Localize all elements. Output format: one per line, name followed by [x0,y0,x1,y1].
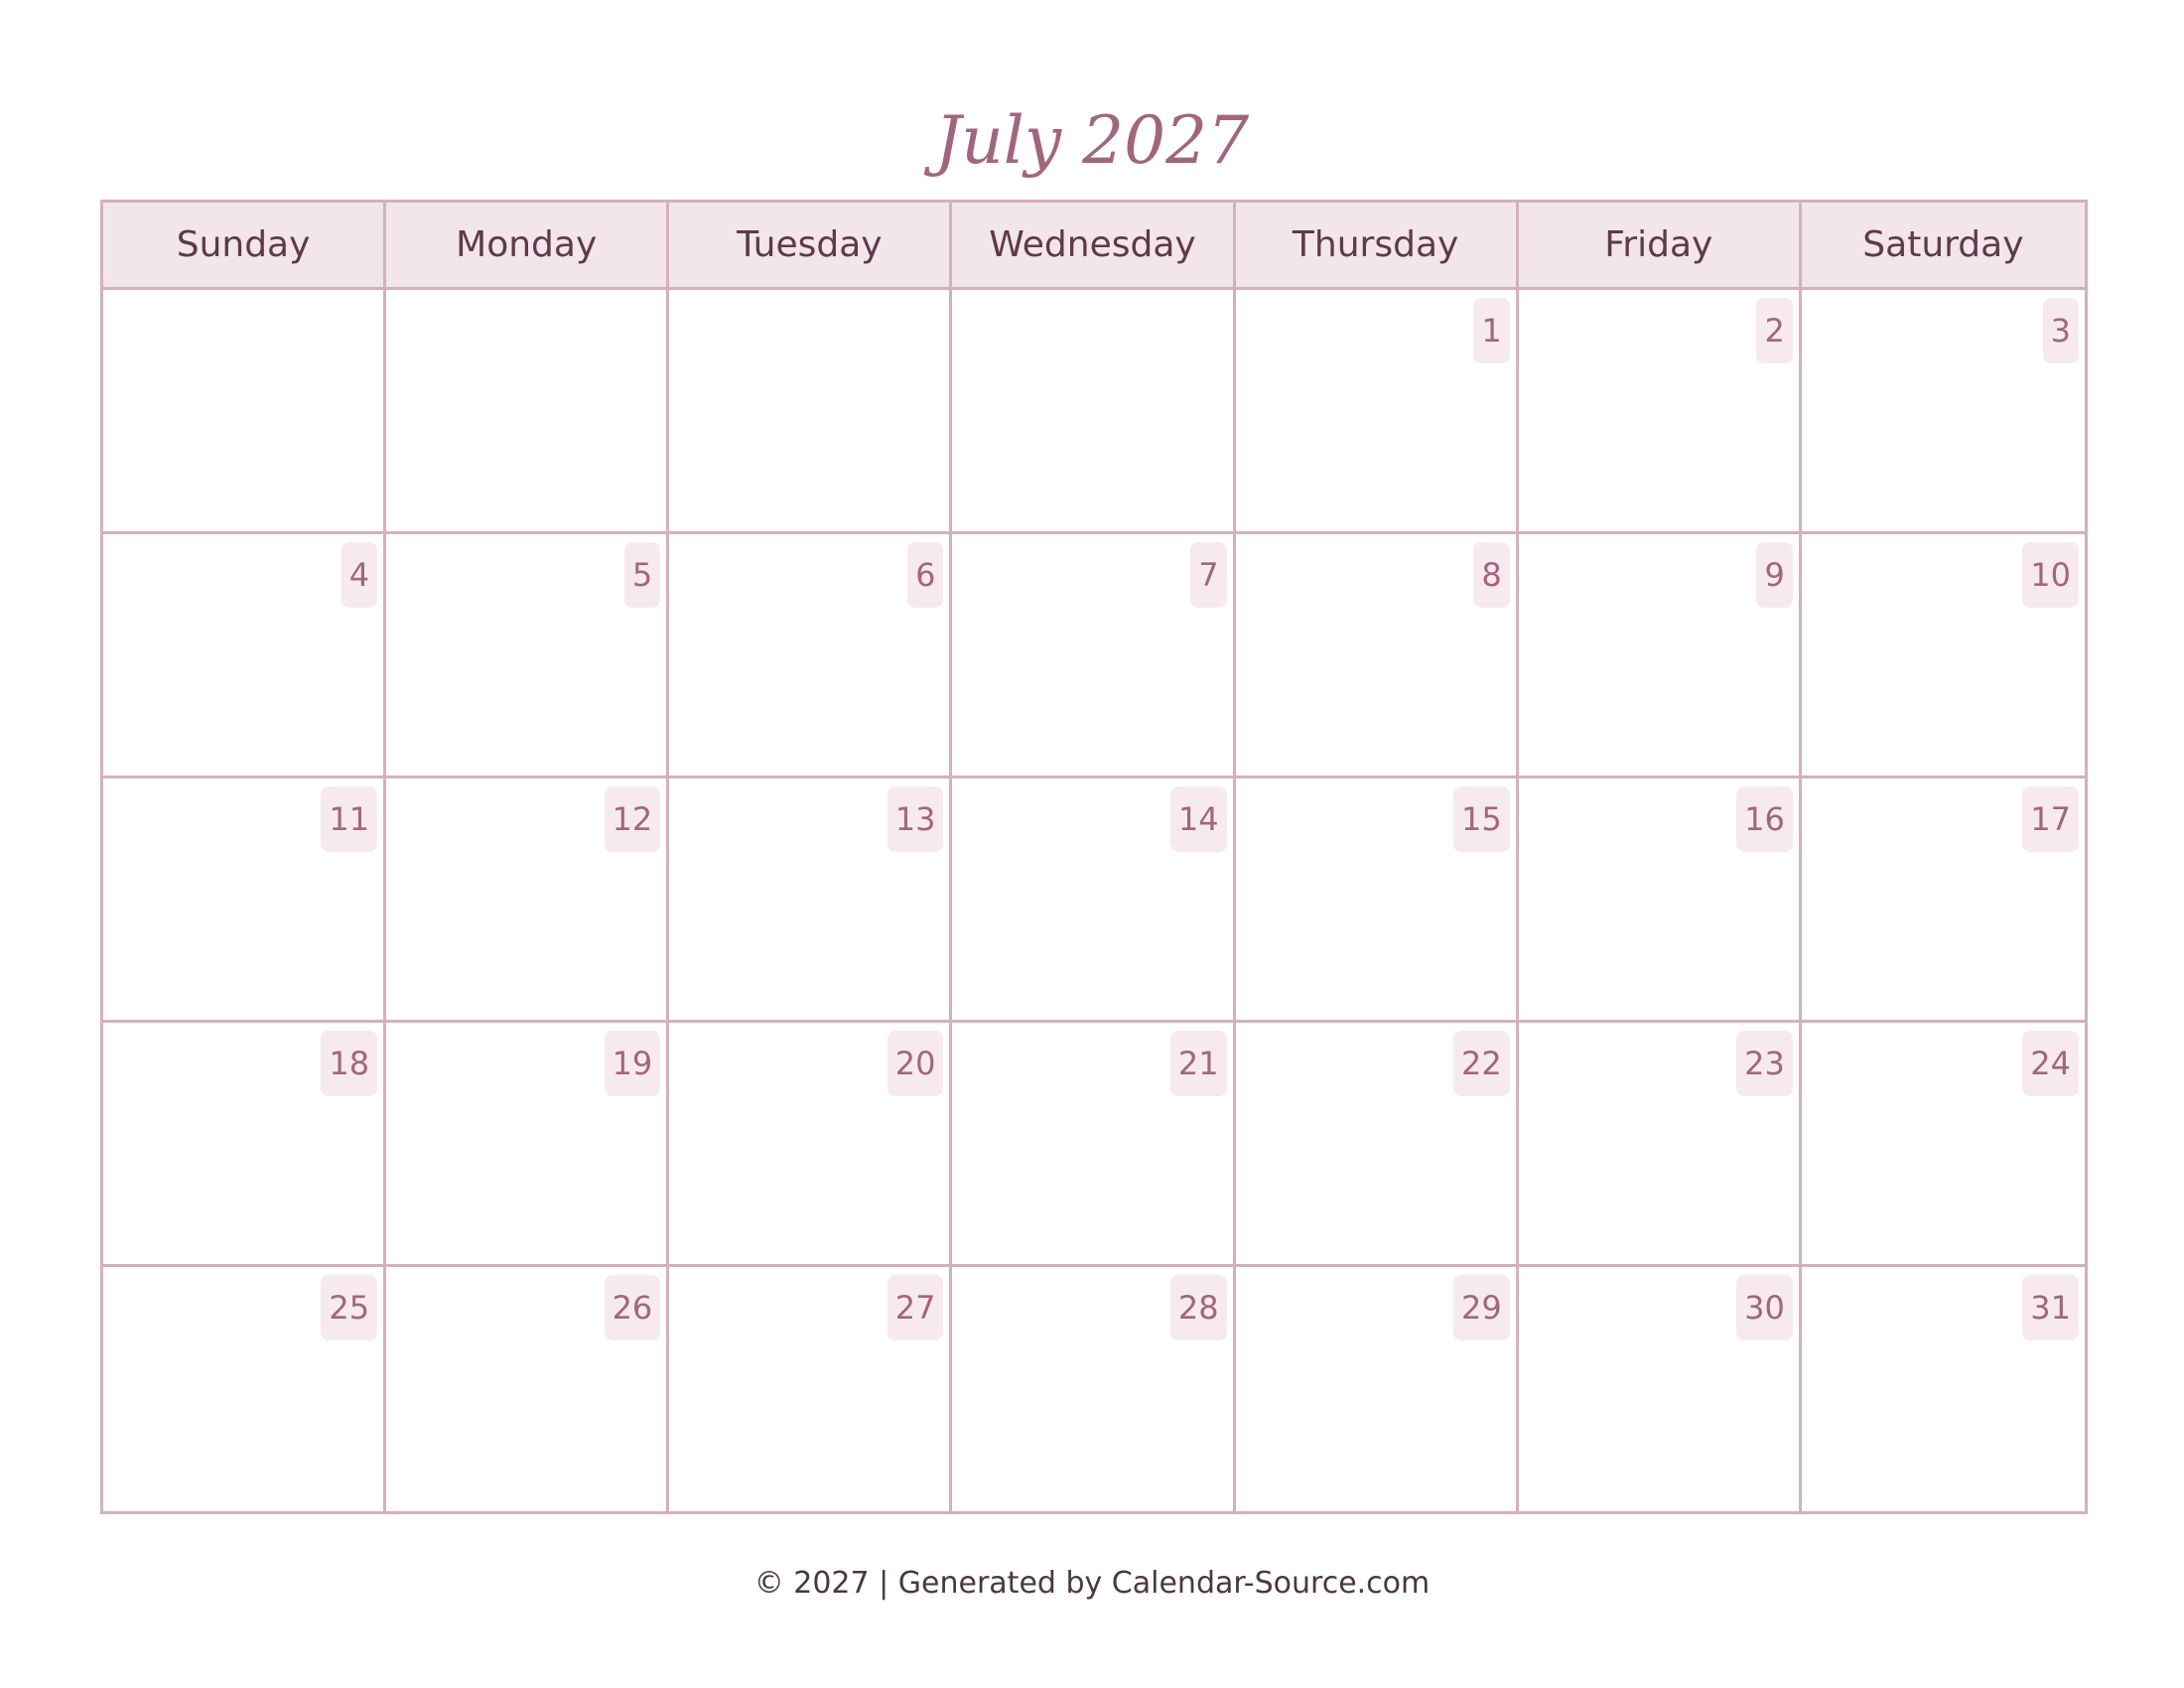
weekday-header-tuesday: Tuesday [669,203,952,290]
day-cell [386,534,669,778]
day-number: 1 [1473,298,1509,363]
day-cell [386,1023,669,1267]
day-number: 31 [2022,1275,2079,1340]
day-number: 8 [1473,542,1509,608]
day-cell [103,534,386,778]
day-cell [669,1023,952,1267]
day-number: 2 [1756,298,1792,363]
weekday-header-sunday: Sunday [103,203,386,290]
day-number: 15 [1453,786,1510,852]
day-cell [952,1023,1235,1267]
day-number: 18 [321,1031,377,1096]
day-number: 7 [1190,542,1226,608]
day-cell [1802,1023,2085,1267]
day-number: 26 [605,1275,661,1340]
day-number: 21 [1170,1031,1227,1096]
day-number: 9 [1756,542,1792,608]
day-cell [103,1267,386,1511]
day-number: 28 [1170,1275,1227,1340]
day-cell [103,1023,386,1267]
day-cell [1519,534,1802,778]
day-cell-empty [386,290,669,534]
weekday-header-friday: Friday [1519,203,1802,290]
day-cell [1519,290,1802,534]
day-cell [1236,534,1519,778]
day-cell [1802,290,2085,534]
day-number: 29 [1453,1275,1510,1340]
calendar-title: July 2027 [934,102,1250,179]
day-number: 5 [624,542,660,608]
day-cell [1236,1023,1519,1267]
day-cell [1519,778,1802,1023]
day-cell [669,534,952,778]
day-number: 27 [887,1275,944,1340]
day-number: 14 [1170,786,1227,852]
day-number: 16 [1736,786,1793,852]
day-cell-empty [669,290,952,534]
day-number: 6 [907,542,943,608]
day-number: 10 [2022,542,2079,608]
day-cell-empty [952,290,1235,534]
day-number: 12 [605,786,661,852]
day-number: 30 [1736,1275,1793,1340]
weekday-header-monday: Monday [386,203,669,290]
day-cell [669,1267,952,1511]
day-number: 11 [321,786,377,852]
day-number: 4 [341,542,377,608]
day-cell [1519,1267,1802,1511]
day-number: 19 [605,1031,661,1096]
day-cell [1802,534,2085,778]
day-cell [1236,778,1519,1023]
day-cell [952,1267,1235,1511]
day-cell [1236,1267,1519,1511]
day-cell [669,778,952,1023]
day-number: 24 [2022,1031,2079,1096]
weekday-header-thursday: Thursday [1236,203,1519,290]
day-number: 17 [2022,786,2079,852]
day-cell [952,534,1235,778]
footer-credit: © 2027 | Generated by Calendar-Source.com [753,1566,1431,1601]
weekday-header-wednesday: Wednesday [952,203,1235,290]
day-cell [386,1267,669,1511]
day-cell [1236,290,1519,534]
day-number: 22 [1453,1031,1510,1096]
day-number: 20 [887,1031,944,1096]
day-cell-empty [103,290,386,534]
day-cell [386,778,669,1023]
calendar-grid [100,200,2088,1514]
day-number: 13 [887,786,944,852]
day-number: 23 [1736,1031,1793,1096]
day-cell [1519,1023,1802,1267]
day-number: 25 [321,1275,377,1340]
day-cell [1802,778,2085,1023]
day-cell [103,778,386,1023]
day-cell [952,778,1235,1023]
day-number: 3 [2043,298,2079,363]
weekday-header-saturday: Saturday [1802,203,2085,290]
day-cell [1802,1267,2085,1511]
